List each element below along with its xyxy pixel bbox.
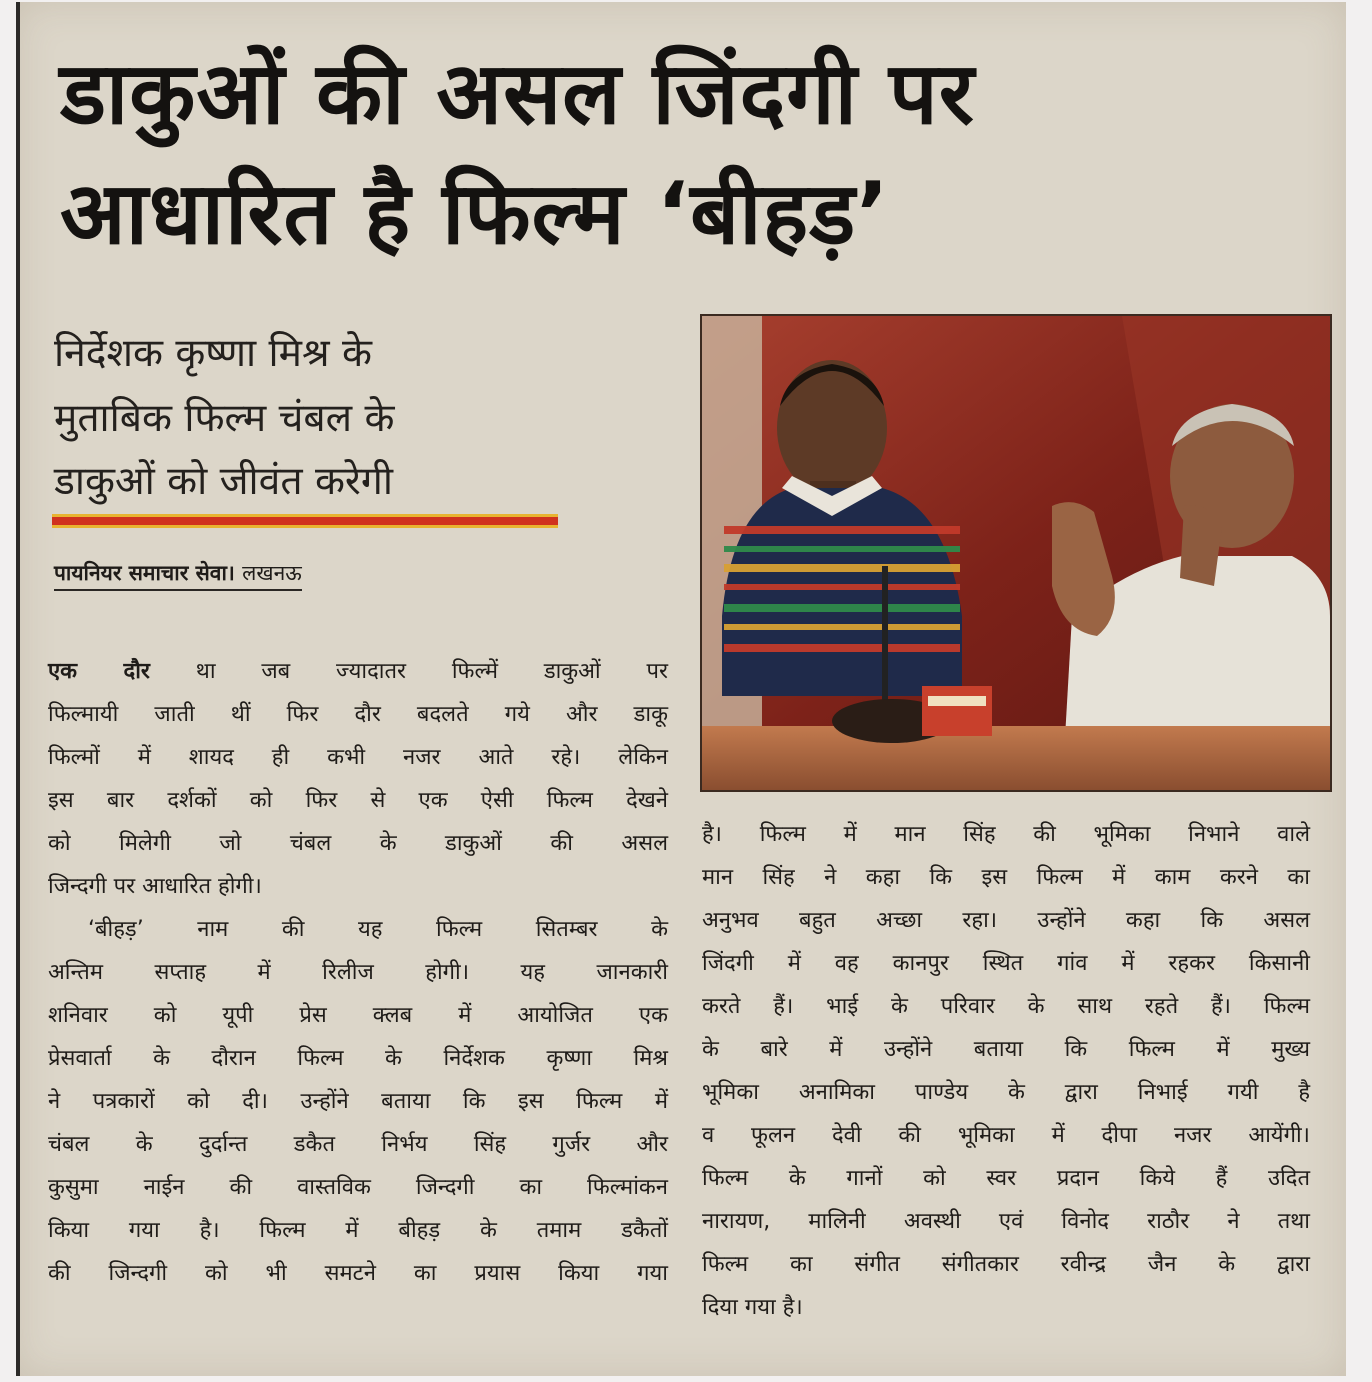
article-line: फिल्म का संगीत संगीतकार रवीन्द्र जैन के द्वारा <box>702 1252 1310 1277</box>
article-line: मान सिंह ने कहा कि इस फिल्म में काम करने का <box>702 865 1310 890</box>
article-line: के बारे में उन्होंने बताया कि फिल्म में मुख्य <box>702 1037 1310 1062</box>
article-line: फिल्मायी जाती थीं फिर दौर बदलते गये और डाकू <box>48 702 668 727</box>
article-line: जिंदगी में वह कानपुर स्थित गांव में रहकर किसानी <box>702 951 1310 976</box>
byline-agency: पायनियर समाचार सेवा। <box>54 561 235 585</box>
article-line: को मिलेगी जो चंबल के डाकुओं की असल <box>48 831 668 856</box>
press-conference-photo <box>700 314 1332 792</box>
article-line: है। फिल्म में मान सिंह की भूमिका निभाने वाले <box>702 822 1310 847</box>
article-line: ‘बीहड़’ नाम की यह फिल्म सितम्बर के <box>88 917 668 942</box>
article-line: दिया गया है। <box>702 1295 803 1320</box>
article-line: शनिवार को यूपी प्रेस क्लब में आयोजित एक <box>48 1003 668 1028</box>
newspaper-clipping <box>16 2 1346 1376</box>
byline-place: लखनऊ <box>242 561 302 585</box>
headline-line-2: आधारित है फिल्म ‘बीहड़’ <box>60 164 890 264</box>
article-lead-words: एक दौर <box>48 659 150 684</box>
article-column-right <box>702 813 1310 1329</box>
article-line: चंबल के दुर्दान्त डकैत निर्भय सिंह गुर्जर और <box>48 1132 668 1157</box>
article-line: व फूलन देवी की भूमिका में दीपा नजर आयेंगी। <box>702 1123 1310 1148</box>
press-photo-image <box>702 316 1330 790</box>
article-line: इस बार दर्शकों को फिर से एक ऐसी फिल्म देखने <box>48 788 668 813</box>
article-line: प्रेसवार्ता के दौरान फिल्म के निर्देशक कृष्णा मिश्र <box>48 1046 668 1071</box>
article-line: ने पत्रकारों को दी। उन्होंने बताया कि इस फिल्म में <box>48 1089 668 1114</box>
article-line: अन्तिम सप्ताह में रिलीज होगी। यह जानकारी <box>48 960 668 985</box>
headline-line-1: डाकुओं की असल जिंदगी पर <box>60 44 975 144</box>
article-line <box>48 650 668 693</box>
byline <box>54 558 302 591</box>
article-column-left <box>48 650 668 1295</box>
decorative-rule <box>52 514 558 528</box>
article-line: फिल्मों में शायद ही कभी नजर आते रहे। लेकिन <box>48 745 668 770</box>
article-line: जिन्दगी पर आधारित होगी। <box>48 874 262 899</box>
article-line: किया गया है। फिल्म में बीहड़ के तमाम डकैतों <box>48 1218 668 1243</box>
subheadline-line-3: डाकुओं को जीवंत करेगी <box>54 459 393 504</box>
article-line: करते हैं। भाई के परिवार के साथ रहते हैं। फिल्म <box>702 994 1310 1019</box>
article-line: भूमिका अनामिका पाण्डेय के द्वारा निभाई गयी है <box>702 1080 1310 1105</box>
subheadline-line-1: निर्देशक कृष्णा मिश्र के <box>54 331 372 376</box>
article-line: की जिन्दगी को भी समटने का प्रयास किया गया <box>48 1261 668 1286</box>
subheadline-line-2: मुताबिक फिल्म चंबल के <box>54 396 395 441</box>
article-line: फिल्म के गानों को स्वर प्रदान किये हैं उदित <box>702 1166 1310 1191</box>
article-line: अनुभव बहुत अच्छा रहा। उन्होंने कहा कि असल <box>702 908 1310 933</box>
article-line: कुसुमा नाईन की वास्तविक जिन्दगी का फिल्मांकन <box>48 1175 668 1200</box>
article-line: नारायण, मालिनी अवस्थी एवं विनोद राठौर ने तथा <box>702 1209 1310 1234</box>
article-line-text: था जब ज्यादातर फिल्में डाकुओं पर <box>195 659 668 684</box>
